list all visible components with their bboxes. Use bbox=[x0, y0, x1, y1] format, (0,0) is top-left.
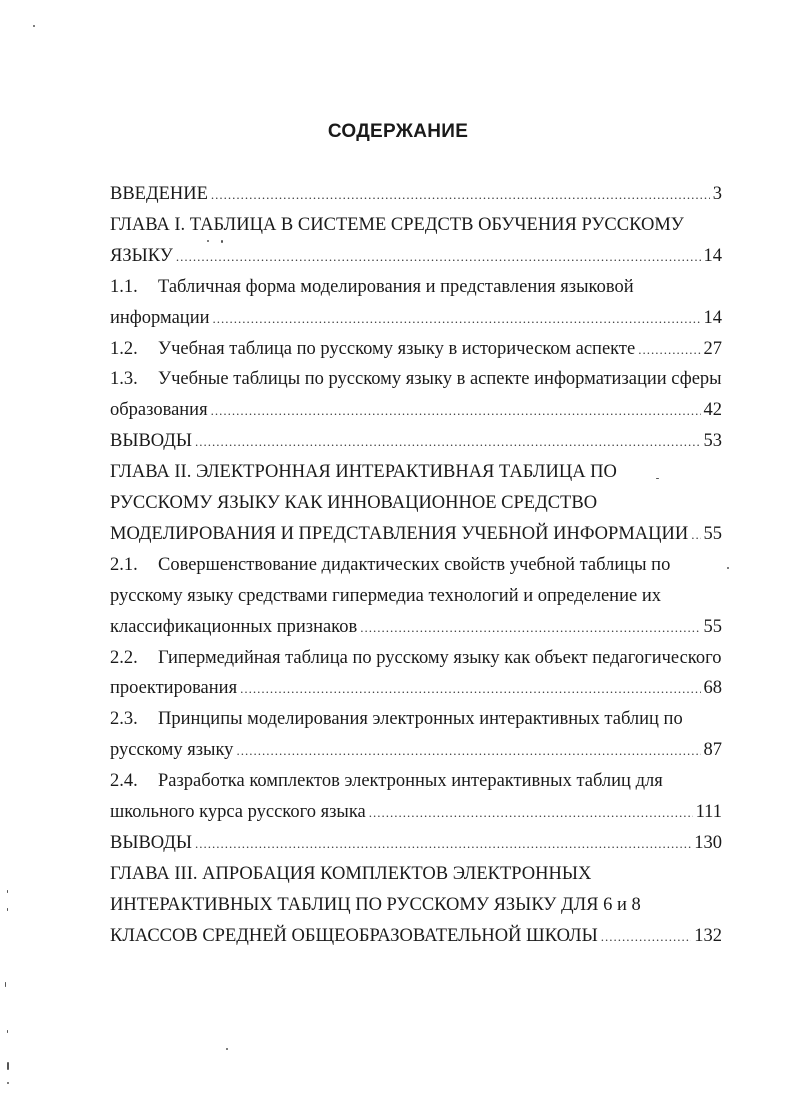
toc-dot-leader bbox=[601, 925, 692, 949]
toc-line bbox=[110, 306, 722, 330]
table-of-contents bbox=[110, 0, 722, 1105]
toc-page-number: 111 bbox=[695, 802, 722, 822]
toc-line bbox=[110, 646, 722, 670]
toc-dot-leader bbox=[360, 616, 700, 640]
scan-speck bbox=[7, 1030, 8, 1033]
toc-entry-text: ЯЗЫКУ bbox=[110, 245, 173, 266]
toc-line bbox=[110, 398, 722, 422]
toc-entry-text: ИНТЕРАКТИВНЫХ ТАБЛИЦ ПО РУССКОМУ ЯЗЫКУ ДЛЯ 6 и 8 bbox=[110, 894, 641, 915]
scan-speck bbox=[221, 240, 223, 243]
toc-entry-text: Принципы моделирования электронных интерактивных таблиц по bbox=[158, 709, 683, 730]
toc-page-number: 42 bbox=[703, 400, 722, 421]
scan-speck bbox=[727, 567, 729, 569]
toc-page-number: 55 bbox=[703, 523, 722, 544]
toc-line bbox=[110, 553, 722, 577]
toc-entry-text: ГЛАВА II. ЭЛЕКТРОННАЯ ИНТЕРАКТИВНАЯ ТАБЛИЦА ПО bbox=[110, 462, 617, 483]
toc-section-number: 1.1. bbox=[110, 276, 138, 297]
toc-section-number: 1.2. bbox=[110, 338, 138, 359]
toc-line bbox=[110, 337, 722, 361]
page-title: СОДЕРЖАНИЕ bbox=[327, 121, 469, 142]
toc-section-number: 1.3. bbox=[110, 369, 138, 390]
toc-line bbox=[110, 769, 722, 793]
toc-line bbox=[110, 831, 722, 855]
toc-entry-text: КЛАССОВ СРЕДНЕЙ ОБЩЕОБРАЗОВАТЕЛЬНОЙ ШКОЛЫ bbox=[110, 925, 598, 946]
toc-page-number: 27 bbox=[703, 338, 722, 359]
toc-section-number: 2.2. bbox=[110, 647, 138, 668]
toc-line bbox=[110, 800, 722, 824]
toc-entry-text: ГЛАВА I. ТАБЛИЦА В СИСТЕМЕ СРЕДСТВ ОБУЧЕНИЯ РУССКОМУ bbox=[110, 214, 684, 235]
scan-speck bbox=[5, 982, 6, 987]
toc-entry-text: проектирования bbox=[110, 678, 238, 699]
toc-dot-leader bbox=[195, 430, 700, 454]
toc-entry-text: ВЫВОДЫ bbox=[110, 832, 193, 853]
toc-entry-text: РУССКОМУ ЯЗЫКУ КАК ИННОВАЦИОННОЕ СРЕДСТВО bbox=[110, 493, 598, 513]
toc-page-number: 87 bbox=[703, 740, 722, 761]
scan-speck bbox=[226, 1048, 228, 1050]
scan-speck bbox=[33, 25, 35, 27]
toc-line bbox=[110, 244, 722, 268]
toc-section-number: 2.3. bbox=[110, 709, 138, 730]
toc-page-number: 130 bbox=[694, 832, 722, 853]
toc-entry-text: МОДЕЛИРОВАНИЯ И ПРЕДСТАВЛЕНИЯ УЧЕБНОЙ ИНФОРМАЦИИ bbox=[110, 523, 689, 544]
scan-speck bbox=[7, 890, 8, 893]
toc-dot-leader bbox=[195, 832, 691, 856]
toc-dot-leader bbox=[213, 307, 701, 331]
toc-dot-leader bbox=[211, 183, 710, 207]
toc-entry-text: школьного курса русского языка bbox=[110, 802, 366, 822]
toc-page-number: 53 bbox=[703, 431, 722, 452]
toc-line bbox=[110, 213, 722, 237]
toc-dot-leader bbox=[236, 739, 700, 763]
toc-dot-leader bbox=[638, 338, 700, 362]
toc-entry-text: Табличная форма моделирования и представления языковой bbox=[158, 276, 634, 297]
toc-page-number: 55 bbox=[703, 616, 722, 637]
toc-entry-text: информации bbox=[110, 307, 210, 328]
toc-entry-text: Разработка комплектов электронных интерактивных таблиц для bbox=[158, 771, 663, 792]
toc-page-number: 3 bbox=[712, 184, 722, 204]
scan-speck bbox=[656, 478, 659, 479]
toc-section-number: 2.4. bbox=[110, 771, 138, 792]
toc-page-number: 14 bbox=[703, 307, 722, 328]
scan-speck bbox=[207, 240, 209, 242]
toc-line bbox=[110, 491, 722, 515]
toc-entry-text: ВВЕДЕНИЕ bbox=[110, 184, 208, 204]
scan-speck bbox=[7, 1082, 9, 1084]
scan-speck bbox=[7, 1062, 9, 1070]
toc-page-number: 132 bbox=[694, 925, 722, 946]
toc-page-number: 68 bbox=[703, 678, 722, 699]
toc-entry-text: Учебные таблицы по русскому языку в аспекте информатизации сферы bbox=[158, 369, 722, 390]
toc-line bbox=[110, 862, 722, 886]
toc-line bbox=[110, 584, 722, 608]
toc-line bbox=[110, 275, 722, 299]
toc-page-number: 14 bbox=[703, 245, 722, 266]
toc-entry-text: Совершенствование дидактических свойств учебной таблицы по bbox=[158, 554, 671, 575]
toc-entry-text: образования bbox=[110, 400, 208, 421]
toc-dot-leader bbox=[211, 399, 701, 423]
toc-entry-text: Учебная таблица по русскому языку в историческом аспекте bbox=[158, 338, 636, 359]
toc-line bbox=[110, 738, 722, 762]
toc-dot-leader bbox=[691, 523, 700, 547]
scan-speck bbox=[7, 908, 8, 911]
toc-dot-leader bbox=[240, 677, 700, 701]
toc-entry-text: ГЛАВА III. АПРОБАЦИЯ КОМПЛЕКТОВ ЭЛЕКТРОННЫХ bbox=[110, 863, 592, 884]
toc-line bbox=[110, 893, 722, 917]
toc-line bbox=[110, 924, 722, 948]
toc-entry-text: русскому языку средствами гипермедиа технологий и определение их bbox=[110, 585, 661, 606]
toc-line bbox=[110, 429, 722, 453]
toc-line bbox=[110, 367, 722, 391]
toc-line bbox=[110, 615, 722, 639]
toc-entry-text: русскому языку bbox=[110, 740, 234, 761]
toc-entry-text: Гипермедийная таблица по русскому языку как объект педагогического bbox=[158, 647, 722, 668]
toc-line bbox=[110, 676, 722, 700]
toc-entry-text: классификационных признаков bbox=[110, 616, 358, 637]
toc-entry-text: ВЫВОДЫ bbox=[110, 431, 193, 452]
toc-dot-leader bbox=[176, 245, 701, 269]
toc-line bbox=[110, 460, 722, 484]
toc-line bbox=[110, 522, 722, 546]
toc-line bbox=[110, 182, 722, 206]
toc-line bbox=[110, 707, 722, 731]
toc-section-number: 2.1. bbox=[110, 554, 138, 575]
toc-dot-leader bbox=[369, 801, 693, 825]
